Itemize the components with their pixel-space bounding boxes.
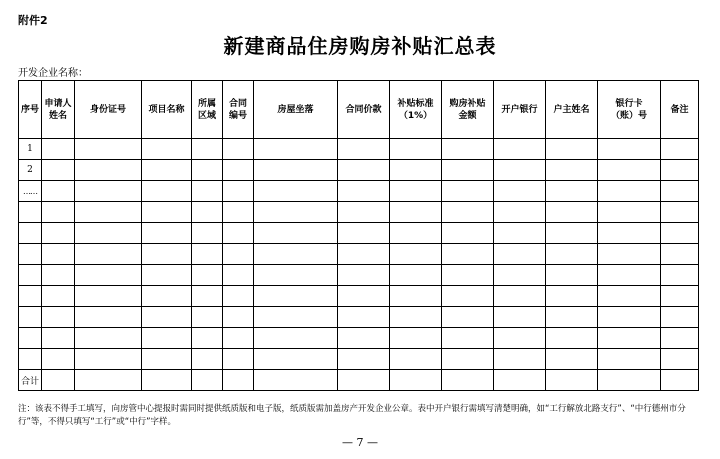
table-cell: [192, 265, 223, 286]
header-region: 所属 区域: [192, 81, 223, 139]
table-cell: [390, 286, 442, 307]
table-cell: [75, 223, 142, 244]
table-cell: [42, 349, 75, 370]
row-seq-cell: 1: [19, 139, 42, 160]
table-cell: [546, 328, 598, 349]
table-cell: [223, 286, 254, 307]
table-header-row: [19, 81, 699, 139]
table-cell: [338, 160, 390, 181]
table-cell: [661, 202, 699, 223]
table-cell: [142, 286, 192, 307]
table-cell: [254, 139, 338, 160]
table-cell: [546, 307, 598, 328]
table-cell: [661, 349, 699, 370]
table-cell: [42, 370, 75, 391]
table-cell: [75, 370, 142, 391]
table-cell: [338, 223, 390, 244]
table-cell: [192, 223, 223, 244]
table-cell: [390, 139, 442, 160]
company-name-label: 开发企业名称：: [18, 68, 88, 79]
table-cell: [254, 286, 338, 307]
table-cell: [192, 202, 223, 223]
table-cell: [661, 244, 699, 265]
row-seq-cell: [19, 265, 42, 286]
table-cell: [254, 307, 338, 328]
table-cell: [142, 265, 192, 286]
table-cell: [338, 328, 390, 349]
header-seq: 序号: [19, 81, 42, 139]
table-cell: [75, 244, 142, 265]
table-cell: [598, 202, 661, 223]
table-cell: [142, 370, 192, 391]
table-cell: [661, 139, 699, 160]
table-cell: [661, 286, 699, 307]
table-cell: [598, 286, 661, 307]
table-cell: [546, 181, 598, 202]
table-cell: [254, 265, 338, 286]
table-body: [19, 139, 699, 391]
table-cell: [223, 370, 254, 391]
table-cell: [390, 160, 442, 181]
table-cell: [442, 223, 494, 244]
table-cell: [546, 223, 598, 244]
header-project-name: 项目名称: [142, 81, 192, 139]
table-cell: [338, 286, 390, 307]
table-cell: [75, 328, 142, 349]
table-cell: [442, 244, 494, 265]
table-cell: [223, 139, 254, 160]
attachment-label: 附件2: [18, 14, 48, 27]
table-cell: [338, 244, 390, 265]
table-cell: [223, 160, 254, 181]
table-cell: [75, 181, 142, 202]
table-cell: [494, 181, 546, 202]
table-cell: [661, 181, 699, 202]
header-id-number: 身份证号: [75, 81, 142, 139]
table-cell: [254, 349, 338, 370]
table-cell: [42, 286, 75, 307]
table-cell: [42, 223, 75, 244]
header-card-number: 银行卡 （账）号: [598, 81, 661, 139]
table-cell: [390, 349, 442, 370]
table-cell: [442, 181, 494, 202]
table-cell: [223, 265, 254, 286]
table-cell: [494, 139, 546, 160]
table-cell: [142, 223, 192, 244]
table-cell: [42, 181, 75, 202]
header-account-holder: 户主姓名: [546, 81, 598, 139]
table-cell: [75, 349, 142, 370]
table-cell: [338, 265, 390, 286]
table-row: [19, 328, 699, 349]
row-seq-cell: ……: [19, 181, 42, 202]
table-cell: [223, 328, 254, 349]
table-cell: [598, 160, 661, 181]
table-cell: [254, 202, 338, 223]
table-cell: [546, 139, 598, 160]
total-label: 合计: [19, 370, 42, 391]
table-cell: [42, 202, 75, 223]
table-cell: [442, 265, 494, 286]
table-cell: [192, 370, 223, 391]
footnote: 注：该表不得手工填写，向房管中心提报时需同时提供纸质版和电子版，纸质版需加盖房产开发企业公章。表中开户银行需填写清楚明确，如“工行解放北路支行”、“中行德州市分行”等，不得只填写“工行”或“中行”字样。: [18, 404, 686, 427]
table-cell: [338, 349, 390, 370]
table-cell: [661, 307, 699, 328]
table-cell: [192, 181, 223, 202]
table-cell: [598, 223, 661, 244]
table-cell: [192, 139, 223, 160]
table-cell: [75, 265, 142, 286]
table-cell: [390, 223, 442, 244]
table-cell: [223, 223, 254, 244]
table-cell: [223, 181, 254, 202]
table-cell: [494, 160, 546, 181]
header-contract-price: 合同价款: [338, 81, 390, 139]
table-cell: [494, 328, 546, 349]
table-cell: [254, 244, 338, 265]
table-row: [19, 181, 699, 202]
table-cell: [546, 160, 598, 181]
table-cell: [442, 160, 494, 181]
table-row: [19, 160, 699, 181]
page-number: — 7 —: [342, 436, 378, 449]
total-row: [19, 370, 699, 391]
table-cell: [546, 370, 598, 391]
table-row: [19, 265, 699, 286]
row-seq-cell: [19, 244, 42, 265]
table-cell: [442, 349, 494, 370]
table-cell: [42, 265, 75, 286]
table-cell: [142, 328, 192, 349]
table-cell: [254, 370, 338, 391]
table-cell: [390, 181, 442, 202]
table-cell: [390, 202, 442, 223]
table-cell: [42, 307, 75, 328]
table-row: [19, 244, 699, 265]
table-row: [19, 139, 699, 160]
table-cell: [442, 370, 494, 391]
table-cell: [661, 328, 699, 349]
table-cell: [42, 328, 75, 349]
header-applicant-name: 申请人 姓名: [42, 81, 75, 139]
table-cell: [546, 349, 598, 370]
table-cell: [598, 244, 661, 265]
table-row: [19, 202, 699, 223]
row-seq-cell: [19, 286, 42, 307]
table-cell: [192, 244, 223, 265]
row-seq-cell: 2: [19, 160, 42, 181]
table-cell: [338, 202, 390, 223]
table-cell: [254, 223, 338, 244]
table-cell: [192, 286, 223, 307]
table-cell: [661, 265, 699, 286]
table-cell: [494, 202, 546, 223]
table-cell: [75, 139, 142, 160]
table-row: [19, 349, 699, 370]
table-cell: [598, 328, 661, 349]
table-cell: [598, 181, 661, 202]
table-cell: [254, 328, 338, 349]
table-cell: [142, 307, 192, 328]
row-seq-cell: [19, 202, 42, 223]
table-cell: [142, 160, 192, 181]
table-cell: [442, 328, 494, 349]
table-cell: [390, 328, 442, 349]
table-cell: [442, 139, 494, 160]
table-row: [19, 223, 699, 244]
header-subsidy-amount: 购房补贴 金额: [442, 81, 494, 139]
table-cell: [494, 223, 546, 244]
header-subsidy-rate: 补贴标准 （1%）: [390, 81, 442, 139]
table-cell: [390, 244, 442, 265]
header-contract-number: 合同 编号: [223, 81, 254, 139]
table-cell: [254, 181, 338, 202]
table-cell: [192, 307, 223, 328]
header-bank: 开户银行: [494, 81, 546, 139]
row-seq-cell: [19, 223, 42, 244]
table-cell: [42, 244, 75, 265]
table-cell: [192, 349, 223, 370]
table-cell: [494, 307, 546, 328]
table-cell: [42, 139, 75, 160]
table-cell: [338, 370, 390, 391]
table-cell: [254, 160, 338, 181]
table-cell: [661, 223, 699, 244]
table-cell: [661, 160, 699, 181]
page-title: 新建商品住房购房补贴汇总表: [223, 34, 497, 58]
table-cell: [494, 244, 546, 265]
row-seq-cell: [19, 328, 42, 349]
table-cell: [390, 370, 442, 391]
table-cell: [142, 349, 192, 370]
table-cell: [390, 265, 442, 286]
table-cell: [442, 307, 494, 328]
table-cell: [338, 139, 390, 160]
table-cell: [598, 349, 661, 370]
table-cell: [494, 286, 546, 307]
subsidy-summary-table: [18, 80, 699, 391]
table-cell: [223, 244, 254, 265]
table-cell: [75, 286, 142, 307]
table-cell: [390, 307, 442, 328]
table-cell: [75, 307, 142, 328]
table-cell: [494, 349, 546, 370]
table-cell: [661, 370, 699, 391]
table-cell: [223, 307, 254, 328]
table-cell: [546, 244, 598, 265]
table-cell: [546, 286, 598, 307]
table-cell: [142, 139, 192, 160]
table-cell: [192, 328, 223, 349]
table-cell: [142, 202, 192, 223]
table-cell: [223, 202, 254, 223]
table-cell: [598, 265, 661, 286]
header-house-location: 房屋坐落: [254, 81, 338, 139]
table-cell: [192, 160, 223, 181]
table-cell: [42, 160, 75, 181]
table-cell: [494, 370, 546, 391]
row-seq-cell: [19, 307, 42, 328]
table-cell: [546, 265, 598, 286]
table-cell: [442, 202, 494, 223]
table-row: [19, 307, 699, 328]
table-cell: [75, 202, 142, 223]
row-seq-cell: [19, 349, 42, 370]
table-cell: [142, 181, 192, 202]
table-cell: [494, 265, 546, 286]
table-cell: [546, 202, 598, 223]
table-cell: [598, 370, 661, 391]
table-cell: [598, 307, 661, 328]
header-remarks: 备注: [661, 81, 699, 139]
table-cell: [598, 139, 661, 160]
table-cell: [338, 307, 390, 328]
table-cell: [142, 244, 192, 265]
table-cell: [75, 160, 142, 181]
table-cell: [338, 181, 390, 202]
table-cell: [223, 349, 254, 370]
table-row: [19, 286, 699, 307]
table-cell: [442, 286, 494, 307]
